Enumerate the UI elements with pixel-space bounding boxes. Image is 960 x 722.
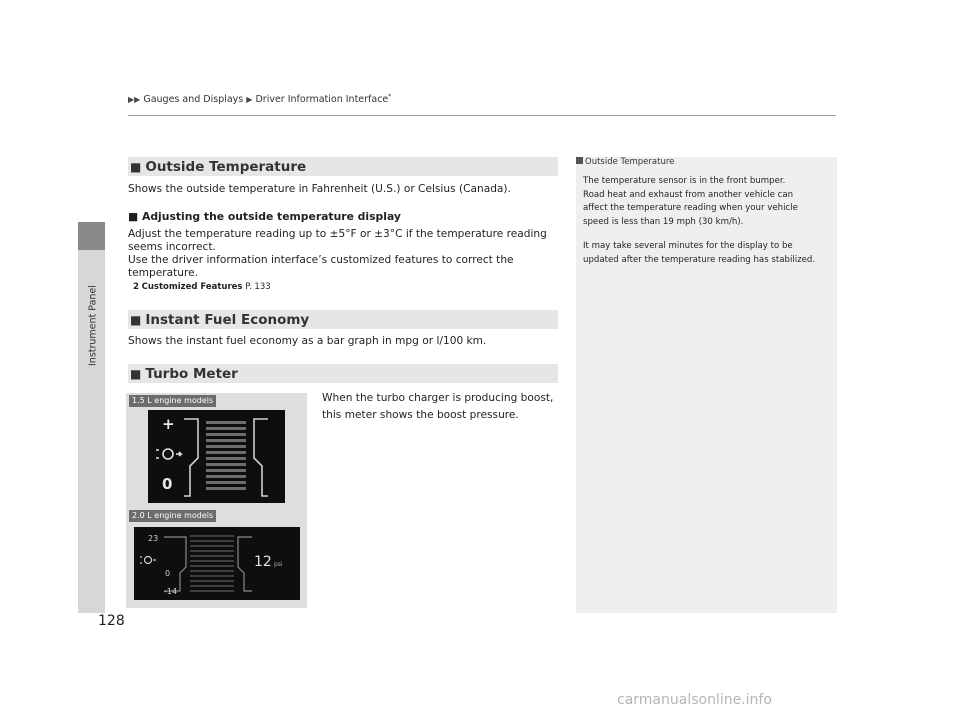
section-title: Outside Temperature [145,158,307,175]
tick-label-mid: 0 [165,569,171,578]
engine-label-15: 1.5 L engine models [129,395,216,407]
boost-unit: psi [274,561,283,568]
breadcrumb [128,93,391,105]
text-line: updated after the temperature reading has stabilized. [583,254,816,265]
outside-temp-instructions [128,228,556,280]
breadcrumb-item-dii[interactable]: Driver Information Interface [255,94,389,106]
text-line: Road heat and exhaust from another vehicle can [583,189,794,200]
tick-label-bottom: -14 [164,587,178,596]
side-note-heading [576,157,674,167]
text-line: The temperature sensor is in the front bumper. [583,176,786,186]
turbo-description [322,390,558,424]
footnote-asterisk: * [388,93,392,100]
watermark-text: carmanualsonline.info [617,692,772,708]
section-turbo-meter [128,364,558,383]
xref-title: Customized Features [141,282,243,292]
meter-zero-label: 0 [162,475,173,493]
engine-label-20: 2.0 L engine models [129,510,216,522]
subsection-title: Adjusting the outside temperature display [141,210,401,223]
note-marker-icon [576,157,583,164]
header-rule [128,115,836,116]
text-line: Adjust the temperature reading up to ±5°F or ±3°C if the temperature reading [128,228,547,240]
page-number: 128 [98,613,125,629]
text-line: speed is less than 19 mph (30 km/h). [583,216,744,227]
section-square-icon: ■ [130,366,142,381]
text-line: this meter shows the boost pressure. [322,409,519,421]
breadcrumb-arrow-icon: ▶ [246,95,253,105]
boost-value: 12 [254,554,272,570]
section-square-icon: ■ [130,159,142,174]
section-title: Instant Fuel Economy [145,311,310,328]
text-line: Use the driver information interface’s customized features to correct the [128,254,514,266]
section-title: Turbo Meter [145,365,238,382]
section-square-icon: ■ [130,312,142,327]
section-instant-fuel-economy [128,310,558,329]
instant-fuel-text: Shows the instant fuel economy as a bar graph in mpg or l/100 km. [128,335,487,347]
text-line: When the turbo charger is producing boost, [322,392,554,404]
outside-temp-intro: Shows the outside temperature in Fahrenheit (U.S.) or Celsius (Canada). [128,183,511,195]
turbo-meter-20l-display [134,527,300,600]
subsection-heading [128,210,401,223]
breadcrumb-item-gauges[interactable]: Gauges and Displays [143,94,244,106]
text-line: temperature. [128,267,198,279]
side-note-title: Outside Temperature [585,157,675,167]
side-tab-label: Instrument Panel [87,285,99,366]
side-note-paragraph-2 [583,240,833,267]
meter-plus-label: + [162,415,175,433]
text-line: seems incorrect. [128,241,216,253]
xref-arrow-icon: 2 [133,282,139,292]
section-square-icon: ■ [128,210,139,223]
section-outside-temperature [128,157,558,176]
side-note-paragraph-1 [583,175,833,229]
breadcrumb-arrow-icon: ▶▶ [128,95,141,105]
turbo-meter-15l-display [148,410,285,503]
side-tab-marker [78,222,105,250]
tick-label-top: 23 [148,534,159,543]
text-line: affect the temperature reading when your vehicle [583,203,798,213]
text-line: It may take several minutes for the display to be [583,241,793,251]
cross-reference-link[interactable] [133,282,271,292]
xref-page: P. 133 [245,282,271,292]
